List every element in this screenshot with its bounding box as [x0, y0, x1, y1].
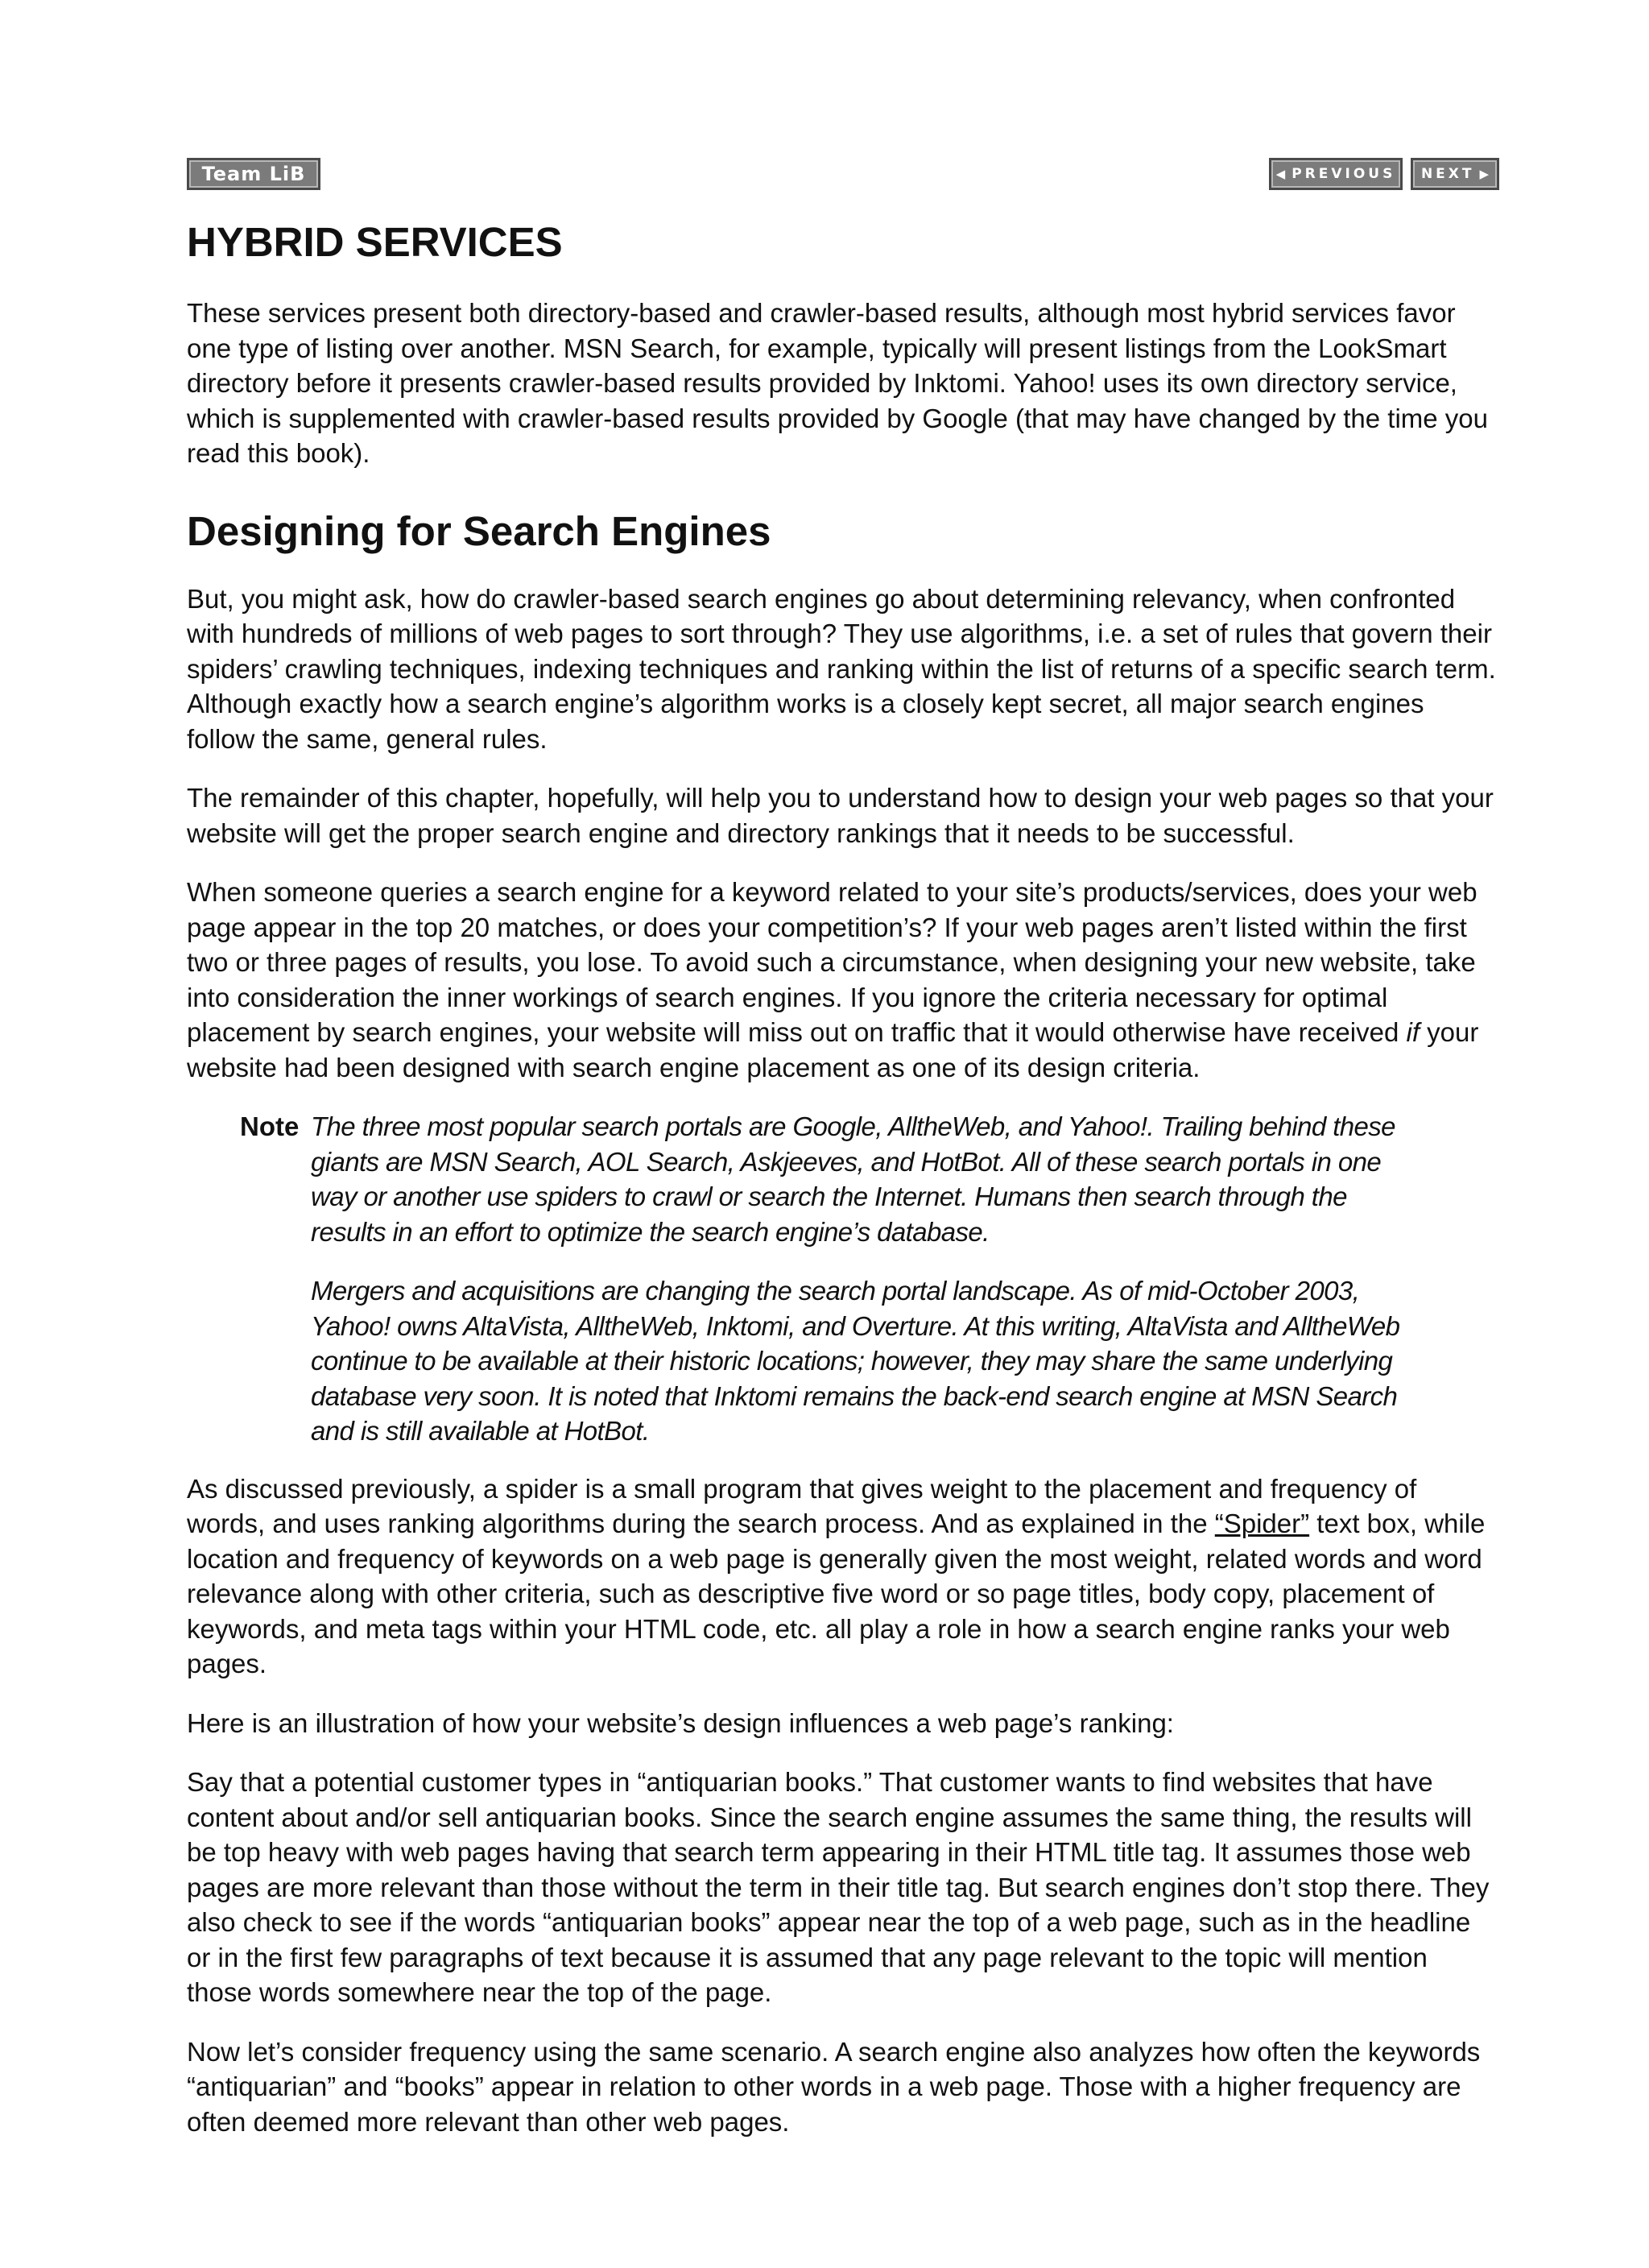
- paragraph-4-text-b: text box, while location and frequency of keywords on a web page is generally given the most weight, related words and word relevance along with other criteria, such as descriptive five word or so page titles, body copy, placement of keywords, and meta tags within your HTML code, etc. all play a role in how a search engine ranks your web pages.: [187, 1509, 1486, 1679]
- hybrid-services-paragraph: These services present both directory-based and crawler-based results, although most hybrid services favor one type of listing over another. MSN Search, for example, typically will present listings from the LookSmart directory before it presents crawler-based results provided by Inktomi. Yahoo! uses its own directory service, which is supplemented with crawler-based results provided by Google (that may have changed by the time you read this book).: [187, 298, 1489, 469]
- designing-paragraph-3: [187, 875, 1499, 1085]
- paragraph-3-italic: if: [1406, 1017, 1420, 1048]
- paragraph-4-text-a: As discussed previously, a spider is a small program that gives weight to the placement and frequency of words, and uses ranking algorithms during the search process. And as explained in the: [187, 1473, 1417, 1539]
- note-paragraph-2: Mergers and acquisitions are changing the search portal landscape. As of mid-October 2003, Yahoo! owns AltaVista, AlltheWeb, Inktomi, and Overture. At this writing, AltaVista and AlltheWeb continue to be available at their historic locations; however, they may share the same underlying database very soon. It is noted that Inktomi remains the back-end search engine at MSN Search and is still available at HotBot.: [311, 1276, 1400, 1446]
- team-lib-label: Team LiB: [201, 163, 306, 185]
- navigation-bar: [187, 158, 1499, 197]
- next-label: NEXT: [1420, 166, 1475, 182]
- designing-paragraph-4: [187, 1471, 1499, 1682]
- designing-paragraph-7: Now let’s consider frequency using the same scenario. A search engine also analyzes how often the keywords “antiquarian” and “books” appear in relation to other words in a web page. Those with a higher frequency are often deemed more relevant than other web pages.: [187, 2036, 1481, 2137]
- previous-label: PREVIOUS: [1292, 166, 1396, 182]
- note-paragraph-1: The three most popular search portals are Google, AlltheWeb, and Yahoo!. Trailing behind these giants are MSN Search, AOL Search, Askjeeves, and HotBot. All of these search portals in one way or another use spiders to crawl or search the Internet. Humans then search through the results in an effort to optimize the search engine’s database.: [311, 1111, 1395, 1247]
- next-button[interactable]: [1411, 158, 1499, 190]
- paragraph-3-text-b: your website had been designed with search engine placement as one of its design criteria.: [187, 1017, 1479, 1082]
- paragraph-3-text-a: When someone queries a search engine for a keyword related to your site’s products/services, does your web page appear in the top 20 matches, or does your competition’s? If your web pages aren’t listed within the first two or three pages of results, you lose. To avoid such a circumstance, when designing your new website, take into consideration the inner workings of search engines. If you ignore the criteria necessary for optimal placement by search engines, your website will miss out on traffic that it would otherwise have received: [187, 877, 1477, 1048]
- hybrid-services-title: HYBRID SERVICES: [187, 219, 563, 265]
- previous-button[interactable]: [1269, 158, 1403, 190]
- designing-paragraph-5: Here is an illustration of how your website’s design influences a web page’s ranking:: [187, 1707, 1174, 1738]
- team-lib-button[interactable]: [187, 158, 320, 190]
- arrow-right-icon: ▶: [1479, 167, 1490, 181]
- designing-paragraph-1: But, you might ask, how do crawler-based search engines go about determining relevancy, when confronted with hundreds of millions of web pages to sort through? They use algorithms, i.e. a set of rules that govern their spiders’ crawling techniques, indexing techniques and ranking within the list of returns of a specific search term. Although exactly how a search engine’s algorithm works is a closely kept secret, all major search engines follow the same, general rules.: [187, 583, 1496, 754]
- note-label: Note: [240, 1111, 300, 1142]
- designing-title: Designing for Search Engines: [187, 507, 771, 554]
- arrow-left-icon: ◀: [1275, 167, 1286, 181]
- page-content: [187, 158, 1499, 2163]
- spider-link[interactable]: “Spider”: [1214, 1509, 1310, 1539]
- designing-paragraph-2: The remainder of this chapter, hopefully, will help you to understand how to design your web pages so that your website will get the proper search engine and directory rankings that it needs to be successful.: [187, 783, 1494, 848]
- designing-paragraph-6: Say that a potential customer types in “antiquarian books.” That customer wants to find websites that have content about and/or sell antiquarian books. Since the search engine assumes the same thing, the results will be top heavy with web pages having that search term appearing in their HTML title tag. It assumes those web pages are more relevant than those without the term in their title tag. But search engines don’t stop there. They also check to see if the words “antiquarian books” appear near the top of a web page, such as in the headline or in the first few paragraphs of text because it is assumed that any page relevant to the topic will mention those words somewhere near the top of the page.: [187, 1767, 1490, 2008]
- note-body: [311, 1109, 1499, 1449]
- note-block: [187, 1109, 1499, 1449]
